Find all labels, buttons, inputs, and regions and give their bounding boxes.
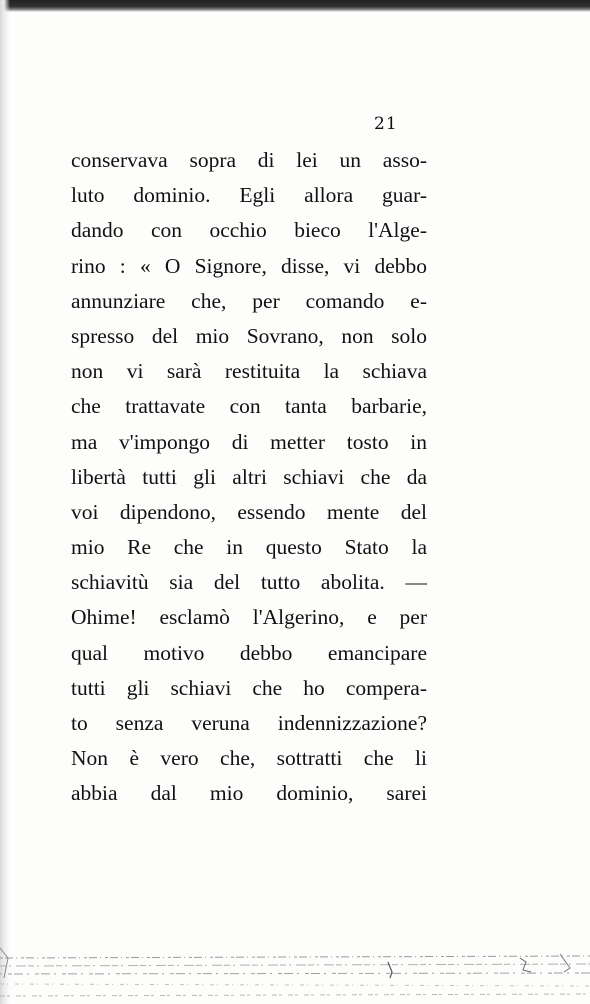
page-number: 21 — [374, 114, 398, 134]
text-line: dando con occhio bieco l'Alge- — [71, 218, 427, 243]
text-line: annunziare che, per comando e- — [71, 288, 427, 313]
text-line: abbia dal mio dominio, sarei — [71, 781, 427, 806]
text-line: libertà tutti gli altri schiavi che da — [71, 464, 427, 489]
text-line: qual motivo debbo emancipare — [71, 640, 427, 665]
scan-bottom-noise — [0, 944, 590, 1004]
text-line: Ohime! esclamò l'Algerino, e per — [71, 605, 427, 630]
text-line: luto dominio. Egli allora guar- — [71, 183, 427, 208]
text-line: spresso del mio Sovrano, non solo — [71, 323, 427, 348]
text-line: schiavitù sia del tutto abolita. — — [71, 570, 427, 595]
text-line: conservava sopra di lei un asso- — [71, 148, 427, 172]
text-line: mio Re che in questo Stato la — [71, 535, 427, 560]
scan-left-edge — [0, 0, 10, 1004]
text-line: rino : « O Signore, disse, vi debbo — [71, 253, 427, 278]
body-text — [71, 143, 427, 812]
text-line: tutti gli schiavi che ho compera- — [71, 675, 427, 700]
text-line: to senza veruna indennizzazione? — [71, 711, 427, 735]
text-line: che trattavate con tanta barbarie, — [71, 394, 427, 419]
text-line: ma v'impongo di metter tosto in — [71, 429, 427, 454]
text-line: Non è vero che, sottratti che li — [71, 746, 427, 771]
text-line: non vi sarà restituita la schiava — [71, 359, 427, 384]
text-line: voi dipendono, essendo mente del — [71, 499, 427, 524]
scan-top-edge — [0, 0, 590, 12]
